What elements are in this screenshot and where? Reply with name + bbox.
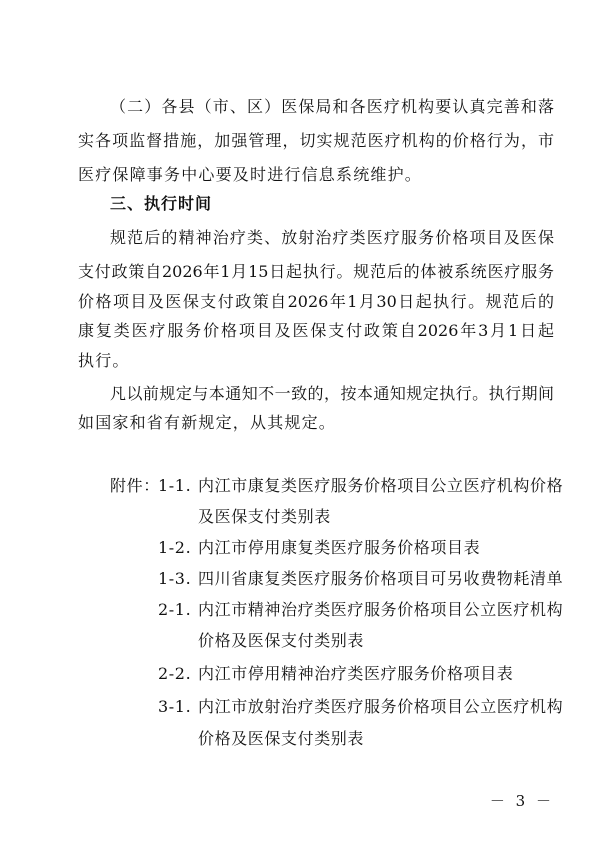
attachment-title-cont: 及医保支付类别表 <box>198 507 331 526</box>
attachments-label: 附件： <box>110 476 160 495</box>
attachment-title: 内江市放射治疗类医疗服务价格项目公立医疗机构 <box>198 697 564 716</box>
attachment-title: 四川省康复类医疗服务价格项目可另收费物耗清单 <box>198 569 564 588</box>
attachment-number: 3-1. <box>158 697 192 716</box>
paragraph-line: 凡以前规定与本通知不一致的，按本通知规定执行。执行期间 <box>110 384 554 403</box>
paragraph-line: 实各项监督措施，加强管理，切实规范医疗机构的价格行为，市 <box>78 131 554 150</box>
paragraph-line: 规范后的精神治疗类、放射治疗类医疗服务价格项目及医保 <box>110 228 554 247</box>
paragraph-line: 价格项目及医保支付政策自2026年1月30日起执行。规范后的 <box>78 292 554 311</box>
attachment-title: 内江市康复类医疗服务价格项目公立医疗机构价格 <box>198 476 564 495</box>
attachment-title: 内江市停用康复类医疗服务价格项目表 <box>198 538 481 557</box>
attachment-title: 内江市停用精神治疗类医疗服务价格项目表 <box>198 664 514 683</box>
paragraph-line: （二）各县（市、区）医保局和各医疗机构要认真完善和落 <box>110 97 554 116</box>
section-heading: 三、执行时间 <box>110 194 213 213</box>
attachment-number: 1-3. <box>158 569 192 588</box>
paragraph-line: 康复类医疗服务价格项目及医保支付政策自2026年3月1日起 <box>78 321 554 340</box>
page-number: － 3 － <box>489 792 554 810</box>
paragraph-line: 如国家和省有新规定，从其规定。 <box>78 413 337 432</box>
attachment-title-cont: 价格及医保支付类别表 <box>198 729 365 748</box>
paragraph-line: 支付政策自2026年1月15日起执行。规范后的体被系统医疗服务 <box>78 262 554 281</box>
attachment-number: 1-1. <box>158 476 192 495</box>
attachment-title-cont: 价格及医保支付类别表 <box>198 631 365 650</box>
paragraph-line: 医疗保障事务中心要及时进行信息系统维护。 <box>78 165 423 184</box>
attachment-number: 2-2. <box>158 664 192 683</box>
attachment-title: 内江市精神治疗类医疗服务价格项目公立医疗机构 <box>198 600 564 619</box>
attachment-number: 1-2. <box>158 538 192 557</box>
paragraph-line: 执行。 <box>78 351 130 370</box>
attachment-number: 2-1. <box>158 600 192 619</box>
